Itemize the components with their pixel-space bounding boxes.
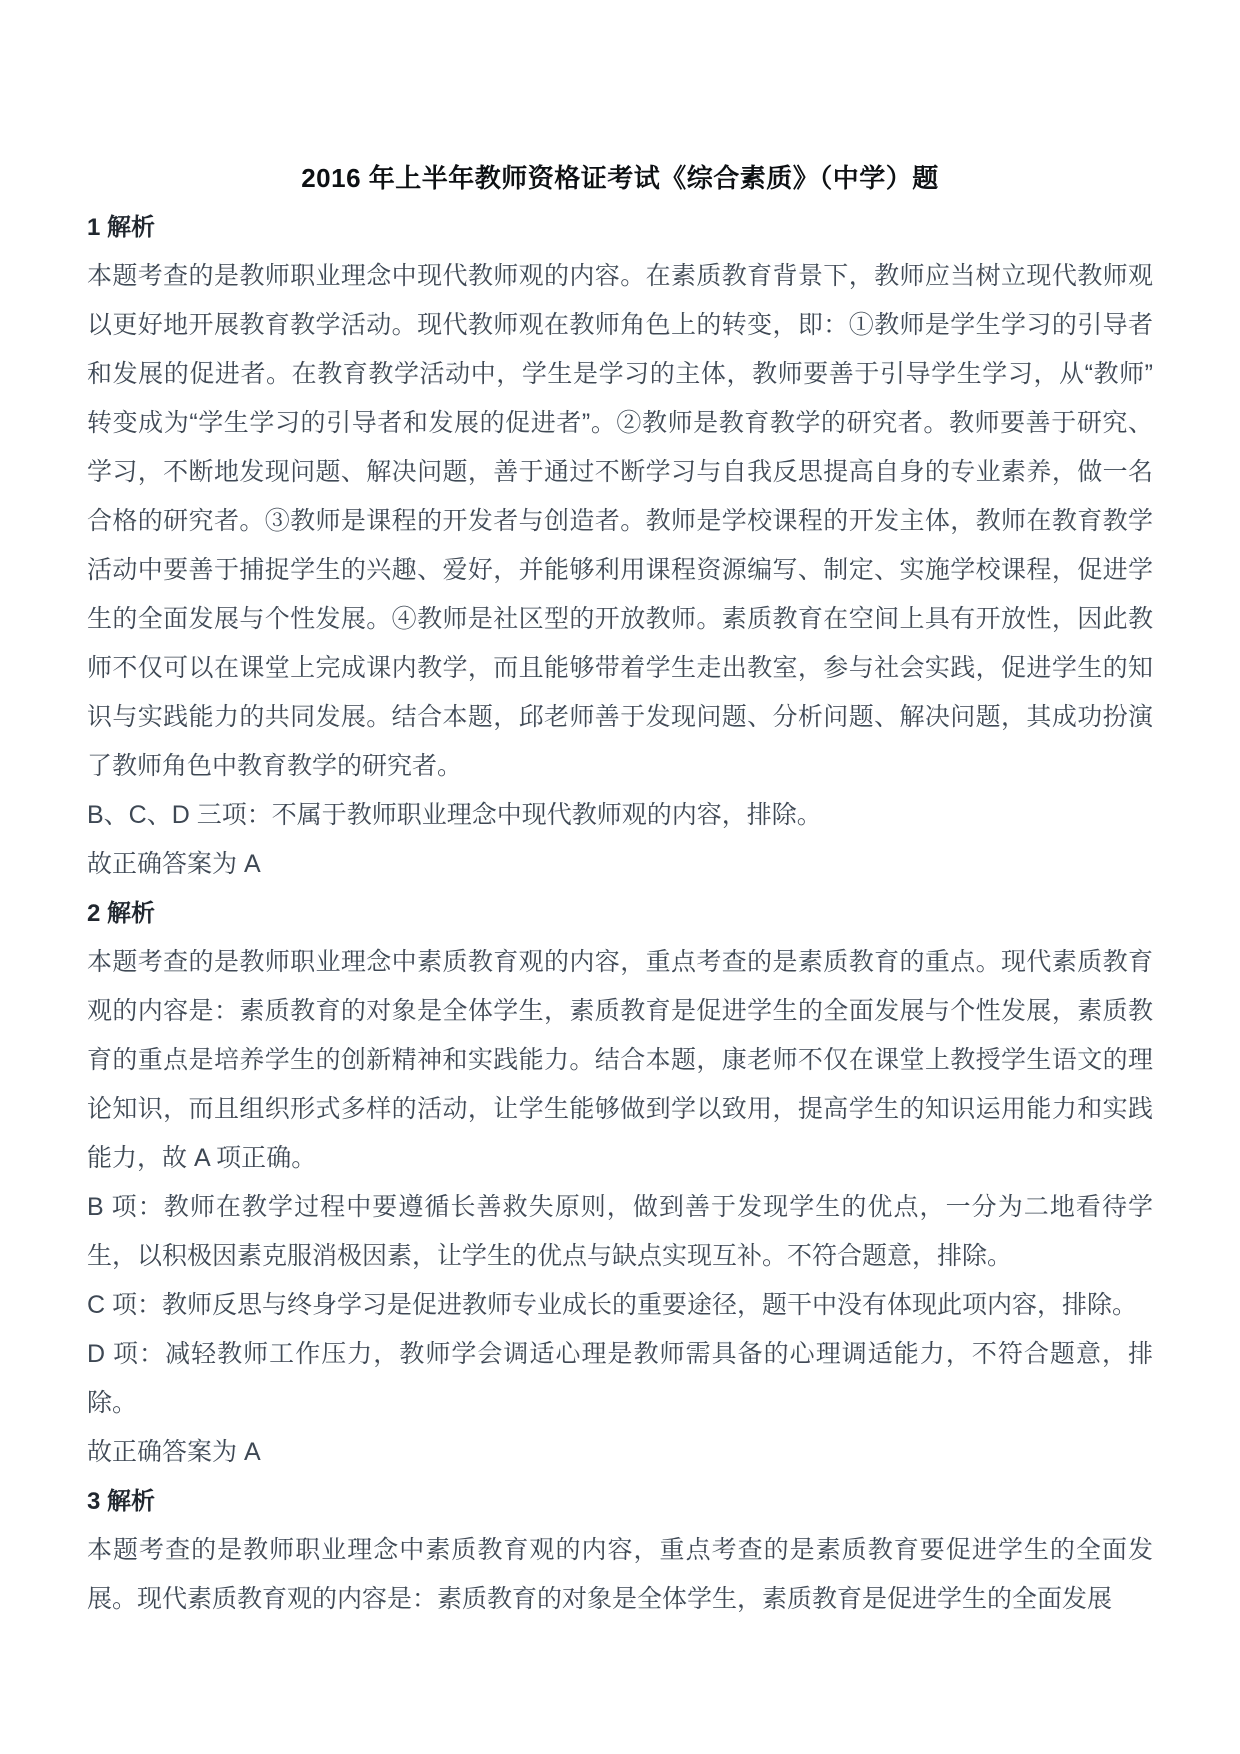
section-3-analysis-paragraph: 本题考查的是教师职业理念中素质教育观的内容，重点考查的是素质教育要促进学生的全面发展。现代素质教育观的内容是：素质教育的对象是全体学生，素质教育是促进学生的全面发展 xyxy=(87,1536,1153,1613)
answer-section-2 xyxy=(87,889,1153,1477)
answer-section-3 xyxy=(87,1477,1153,1624)
section-1-distractor-note: B、C、D 三项：不属于教师职业理念中现代教师观的内容，排除。 xyxy=(87,801,822,829)
section-2-option-d-note: D 项：减轻教师工作压力，教师学会调适心理是教师需具备的心理调适能力，不符合题意，排除。 xyxy=(87,1340,1153,1417)
section-2-option-b-note: B 项：教师在教学过程中要遵循长善救失原则，做到善于发现学生的优点，一分为二地看待学生，以积极因素克服消极因素，让学生的优点与缺点实现互补。不符合题意，排除。 xyxy=(87,1193,1153,1270)
section-1-answer-line: 故正确答案为 A xyxy=(87,850,261,878)
section-2-option-c-note: C 项：教师反思与终身学习是促进教师专业成长的重要途径，题干中没有体现此项内容，排除。 xyxy=(87,1291,1138,1319)
answer-section-1 xyxy=(87,203,1153,889)
section-1-analysis-paragraph: 本题考查的是教师职业理念中现代教师观的内容。在素质教育背景下，教师应当树立现代教师观以更好地开展教育教学活动。现代教师观在教师角色上的转变，即：①教师是学生学习的引导者和发展的促进者。在教育教学活动中，学生是学习的主体，教师要善于引导学生学习，从“教师”转变成为“学生学习的引导者和发展的促进者”。②教师是教育教学的研究者。教师要善于研究、学习，不断地发现问题、解决问题，善于通过不断学习与自我反思提高自身的专业素养，做一名合格的研究者。③教师是课程的开发者与创造者。教师是学校课程的开发主体，教师在教育教学活动中要善于捕捉学生的兴趣、爱好，并能够利用课程资源编写、制定、实施学校课程，促进学生的全面发展与个性发展。④教师是社区型的开放教师。素质教育在空间上具有开放性，因此教师不仅可以在课堂上完成课内教学，而且能够带着学生走出教室，参与社会实践，促进学生的知识与实践能力的共同发展。结合本题，邱老师善于发现问题、分析问题、解决问题，其成功扮演了教师角色中教育教学的研究者。 xyxy=(87,262,1153,780)
section-1-heading: 1 解析 xyxy=(87,214,156,241)
section-2-analysis-paragraph: 本题考查的是教师职业理念中素质教育观的内容，重点考查的是素质教育的重点。现代素质教育观的内容是：素质教育的对象是全体学生，素质教育是促进学生的全面发展与个性发展，素质教育的重点是培养学生的创新精神和实践能力。结合本题，康老师不仅在课堂上教授学生语文的理论知识，而且组织形式多样的活动，让学生能够做到学以致用，提高学生的知识运用能力和实践能力，故 A 项正确。 xyxy=(87,948,1153,1172)
section-2-heading: 2 解析 xyxy=(87,900,156,927)
document-title: 2016 年上半年教师资格证考试《综合素质》（中学）题 xyxy=(301,163,939,193)
section-3-heading: 3 解析 xyxy=(87,1488,156,1515)
section-2-answer-line: 故正确答案为 A xyxy=(87,1438,261,1466)
